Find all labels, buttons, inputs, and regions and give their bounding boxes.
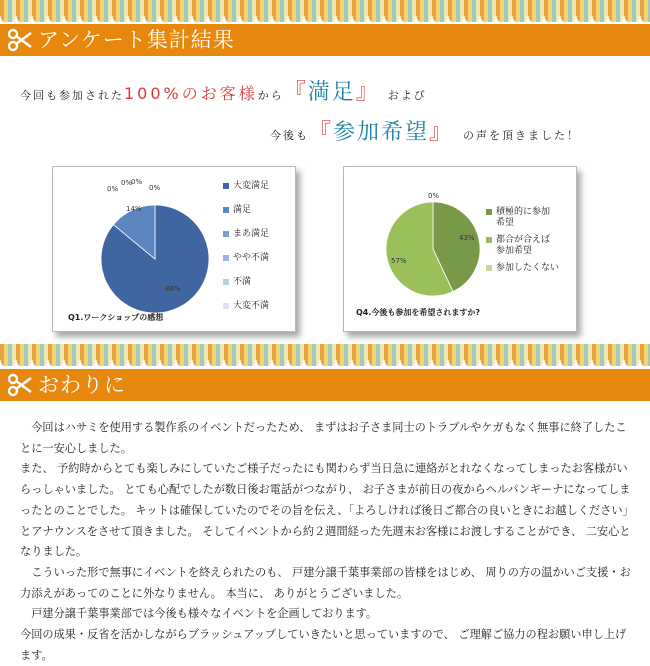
pie-value-label: 43% — [459, 234, 475, 242]
bracket-open: 『 — [283, 80, 308, 105]
section-title: アンケート集計結果 — [38, 28, 235, 52]
pie-value-label: 0% — [149, 184, 161, 192]
legend-label: 満足 — [233, 205, 252, 215]
chart-caption-q1: Q1.ワークショップの感想 — [68, 313, 164, 322]
highlight-satisfied: 満足 — [307, 80, 356, 105]
pie-value-label: 86% — [165, 285, 181, 293]
pie-value-label: 57% — [391, 257, 407, 265]
legend-label: 不満 — [233, 277, 252, 287]
legend-label: 大変満足 — [233, 181, 270, 191]
decorative-stripe-middle — [0, 344, 650, 366]
highlight-participation: 参加希望 — [333, 120, 430, 145]
legend-label: 積極的に参加 希望 — [496, 207, 551, 228]
legend-label: やや不満 — [233, 253, 270, 263]
bracket-open: 『 — [309, 120, 334, 145]
chart-panel-q4 — [343, 166, 577, 332]
legend-swatch — [223, 207, 229, 213]
pie-value-label: 0% — [428, 192, 440, 200]
legend-swatch — [486, 237, 492, 243]
legend-swatch — [486, 209, 492, 215]
legend-label: 都合が合えば 参加希望 — [496, 235, 551, 256]
pie-value-label: 14% — [126, 205, 142, 213]
pie-value-label: 0% — [121, 179, 133, 187]
legend-swatch — [223, 183, 229, 189]
intro-text: および — [387, 89, 427, 102]
pie-value-label: 0% — [131, 178, 143, 186]
intro-text: から — [257, 89, 284, 102]
intro-line-2 — [270, 115, 650, 146]
legend-swatch — [223, 231, 229, 237]
legend-swatch — [223, 255, 229, 261]
legend-label: まあ満足 — [233, 229, 270, 239]
intro-text: の声を頂きました！ — [463, 129, 581, 142]
legend-label: 大変不満 — [233, 301, 270, 311]
highlight-percent: 100%のお客様 — [124, 84, 258, 103]
bracket-close: 』 — [355, 80, 380, 105]
decorative-stripe-top — [0, 0, 650, 22]
legend-q1 — [223, 181, 293, 321]
paragraph: 今回はハサミを使用する製作系のイベントだったため、 まずはお子さま同士のトラブルやケガもなく無事に終了したことに一安心しました。 — [20, 421, 627, 455]
bracket-close: 』 — [429, 120, 454, 145]
paragraph: また、 予約時からとても楽しみにしていたご様子だったにも関わらず当日急に連絡がとれなくなってしまったお客様がいらっしゃいました。 とても心配でしたが数日後お電話がつながり、 お子さまが前日の夜からヘルパンギーナになってしまったとのことでした。 キットは確保していたのでその旨を伝え、「よろしければ後日ご都合の良いときにお越しください」とアナウンスをさせて頂きました。 そしてイベントから約２週間経った先週末お客様にお渡しすることができ、 二安心となりました。 — [20, 462, 634, 559]
legend-q4 — [486, 207, 574, 307]
section-header-closing — [0, 369, 650, 401]
legend-swatch — [223, 279, 229, 285]
paragraph: 戸建分譲千葉事業部では今後も様々なイベントを企画しております。 — [20, 607, 378, 621]
chart-caption-q4: Q4.今後も参加を希望されますか? — [356, 308, 481, 317]
intro-text: 今回も参加された — [20, 89, 124, 102]
pie-value-label: 0% — [107, 185, 119, 193]
paragraph: 今回の成果・反省を活かしながらブラッシュアップしていきたいと思っていますので、 ご理解ご協力の程お願い申し上げます。 — [20, 628, 627, 662]
scissors-icon — [7, 372, 33, 398]
legend-swatch — [486, 265, 492, 271]
section-title: おわりに — [38, 373, 126, 397]
section-header-survey — [0, 24, 650, 56]
chart-panel-q1 — [52, 166, 296, 332]
legend-swatch — [223, 303, 229, 309]
scissors-icon — [7, 27, 33, 53]
paragraph: こういった形で無事にイベントを終えられたのも、 戸建分譲千葉事業部の皆様をはじめ、 周りの方の温かいご支援・お力添えがあってのことに外なりません。 本当に、 ありがとうございました。 — [20, 565, 631, 600]
intro-line-1 — [20, 75, 580, 106]
intro-text: 今後も — [270, 129, 309, 142]
closing-text — [20, 418, 635, 666]
legend-label: 参加したくない — [496, 263, 560, 273]
